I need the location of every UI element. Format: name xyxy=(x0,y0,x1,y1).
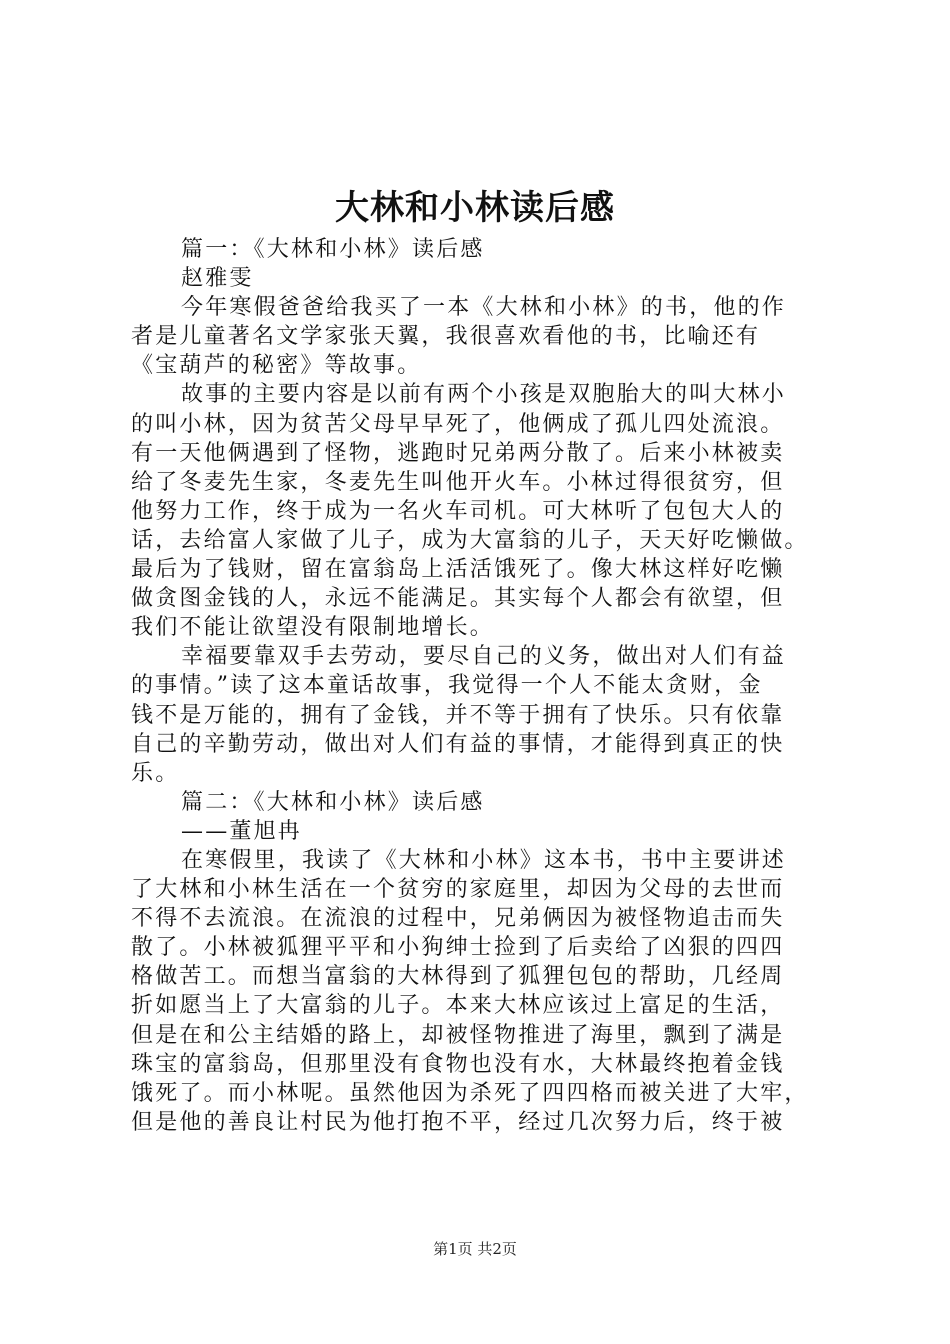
paragraph-line: 话，去给富人家做了儿子，成为大富翁的儿子，天天好吃懒做。 xyxy=(131,527,809,553)
paragraph-line: 他努力工作，终于成为一名火车司机。可大林听了包包大人的 xyxy=(131,498,785,524)
paragraph-line: 给了冬麦先生家，冬麦先生叫他开火车。小林过得很贫穷，但 xyxy=(131,469,785,495)
paragraph-line: 但是他的善良让村民为他打抱不平，经过几次努力后，终于被 xyxy=(131,1109,785,1135)
paragraph-line: 《宝葫芦的秘密》等故事。 xyxy=(131,353,422,379)
section-heading: 篇二：《大林和小林》读后感 xyxy=(181,789,485,815)
paragraph-line: 最后为了钱财，留在富翁岛上活活饿死了。像大林这样好吃懒 xyxy=(131,557,785,583)
document-body xyxy=(131,235,831,1137)
paragraph-line: 珠宝的富翁岛，但那里没有食物也没有水，大林最终抱着金钱 xyxy=(131,1051,785,1077)
paragraph-line: 了大林和小林生活在一个贫穷的家庭里，却因为父母的去世而 xyxy=(131,877,785,903)
paragraph-line: 乐。 xyxy=(131,760,180,786)
paragraph-line: 者是儿童著名文学家张天翼，我很喜欢看他的书，比喻还有 xyxy=(131,324,761,350)
paragraph-line: 今年寒假爸爸给我买了一本《大林和小林》的书，他的作 xyxy=(181,295,787,321)
paragraph-line: 的叫小林，因为贫苦父母早早死了，他俩成了孤儿四处流浪。 xyxy=(131,411,785,437)
section-heading: 篇一：《大林和小林》读后感 xyxy=(181,237,485,262)
document-title: 大林和小林读后感 xyxy=(335,188,615,228)
paragraph-line: 故事的主要内容是以前有两个小孩是双胞胎大的叫大林小 xyxy=(181,382,787,408)
paragraph-line: 饿死了。而小林呢。虽然他因为杀死了四四格而被关进了大牢， xyxy=(131,1080,809,1106)
paragraph-line: 自己的辛勤劳动，做出对人们有益的事情，才能得到真正的快 xyxy=(131,731,785,757)
paragraph-line: 但是在和公主结婚的路上，却被怪物推进了海里，飘到了满是 xyxy=(131,1022,785,1048)
paragraph-line: 散了。小林被狐狸平平和小狗绅士捡到了后卖给了凶狠的四四 xyxy=(131,935,785,961)
paragraph-line: 的事情。”读了这本童话故事，我觉得一个人不能太贪财，金 xyxy=(131,673,763,699)
paragraph-line: 不得不去流浪。在流浪的过程中，兄弟俩因为被怪物追击而失 xyxy=(131,906,785,932)
author-name: 赵雅雯 xyxy=(181,266,254,292)
page-number-footer: 第1页 共2页 xyxy=(433,1240,517,1258)
author-name: ——董旭冉 xyxy=(181,818,303,844)
paragraph-line: 折如愿当上了大富翁的儿子。本来大林应该过上富足的生活， xyxy=(131,993,785,1019)
paragraph-line: 幸福要靠双手去劳动，要尽自己的义务，做出对人们有益 xyxy=(181,644,787,670)
paragraph-line: 做贪图金钱的人，永远不能满足。其实每个人都会有欲望，但 xyxy=(131,586,785,612)
paragraph-line: 在寒假里，我读了《大林和小林》这本书，书中主要讲述 xyxy=(181,847,787,873)
paragraph-line: 有一天他俩遇到了怪物，逃跑时兄弟两分散了。后来小林被卖 xyxy=(131,440,785,466)
paragraph-line: 钱不是万能的，拥有了金钱，并不等于拥有了快乐。只有依靠 xyxy=(131,702,785,728)
paragraph-line: 我们不能让欲望没有限制地增长。 xyxy=(131,615,495,641)
paragraph-line: 格做苦工。而想当富翁的大林得到了狐狸包包的帮助，几经周 xyxy=(131,964,785,990)
